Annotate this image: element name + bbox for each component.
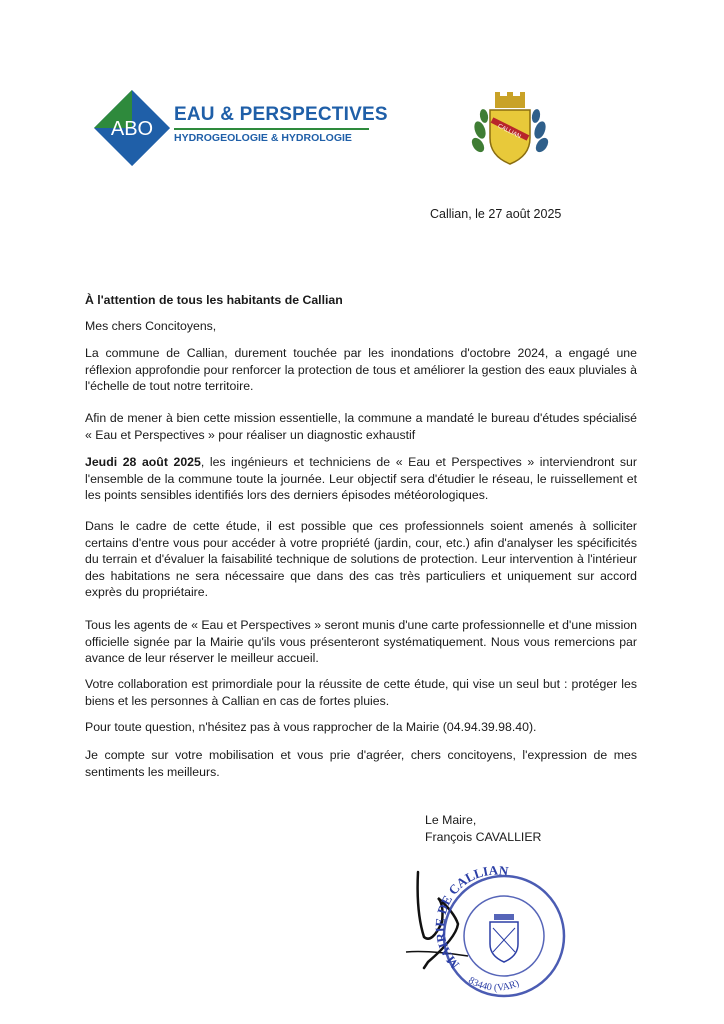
- signatory-title: Le Maire,: [425, 813, 477, 827]
- official-stamp: [398, 852, 568, 1002]
- signatory-name: François CAVALLIER: [425, 830, 542, 844]
- logo-title: EAU & PERSPECTIVES: [174, 104, 388, 125]
- letter-subject: À l'attention de tous les habitants de Callian: [85, 293, 343, 307]
- letter-salutation: Mes chers Concitoyens,: [85, 319, 217, 333]
- logo-divider: [174, 128, 369, 130]
- paragraph-1: La commune de Callian, durement touchée par les inondations d'octobre 2024, a engagé une réflexion approfondie pour renforcer la protection de tous et améliorer la gestion des eaux pluviales à l'échelle de tout notre territoire.: [85, 346, 637, 393]
- letter-date: Callian, le 27 août 2025: [430, 207, 562, 221]
- paragraph-2: Afin de mener à bien cette mission essentielle, la commune a mandaté le bureau d'études spécialisé « Eau et Perspectives » pour réaliser un diagnostic exhaustif: [85, 411, 637, 442]
- signature-block: [425, 812, 541, 846]
- paragraph-3: [85, 454, 637, 504]
- stamp-bottom-text: 83440 (VAR): [466, 975, 521, 994]
- paragraph-4: Dans le cadre de cette étude, il est possible que ces professionnels soient amenés à solliciter certains d'entre vous pour accéder à votre propriété (jardin, cour, etc.) afin d'analyser les spécificités du terrain et d'évaluer la faisabilité technique de solutions de protection. Leur intervention à l'intérieur des habitations ne sera nécessaire que dans des cas très particuliers et uniquement sur accord exprès du propriétaire.: [85, 519, 637, 599]
- intervention-date: Jeudi 28 août 2025: [85, 455, 201, 469]
- paragraph-6: Votre collaboration est primordiale pour la réussite de cette étude, qui vise un seul but : protéger les biens et les personnes à Callian en cas de fortes pluies.: [85, 677, 637, 708]
- crest-label: CALLIAN: [496, 123, 522, 141]
- logo-subtitle: HYDROGEOLOGIE & HYDROLOGIE: [174, 132, 352, 144]
- paragraph-7: Pour toute question, n'hésitez pas à vous rapprocher de la Mairie (04.94.39.98.40).: [85, 720, 537, 734]
- paragraph-3-text: , les ingénieurs et techniciens de « Eau et Perspectives » interviendront sur l'ensemble de la commune toute la journée. Leur objectif sera d'étudier le réseau, le ruissellement et les points sensibles identifiés lors des derniers épisodes météorologiques.: [85, 455, 637, 502]
- logo-diamond-icon: [92, 88, 172, 168]
- company-logo: [92, 88, 388, 168]
- town-crest-icon: [470, 90, 550, 168]
- stamp-top-text: MAIRIE DE CALLIAN: [432, 862, 510, 972]
- paragraph-5: Tous les agents de « Eau et Perspectives » seront munis d'une carte professionnelle et d'une mission officielle signée par la Mairie qu'ils vous présenteront systématiquement. Nous vous remercions par avance de leur réserver le meilleur accueil.: [85, 618, 637, 665]
- paragraph-8: Je compte sur votre mobilisation et vous prie d'agréer, chers concitoyens, l'expression de mes sentiments les meilleurs.: [85, 748, 637, 779]
- logo-badge: ABO: [110, 118, 154, 140]
- svg-text:83440 (VAR): [466, 975, 520, 993]
